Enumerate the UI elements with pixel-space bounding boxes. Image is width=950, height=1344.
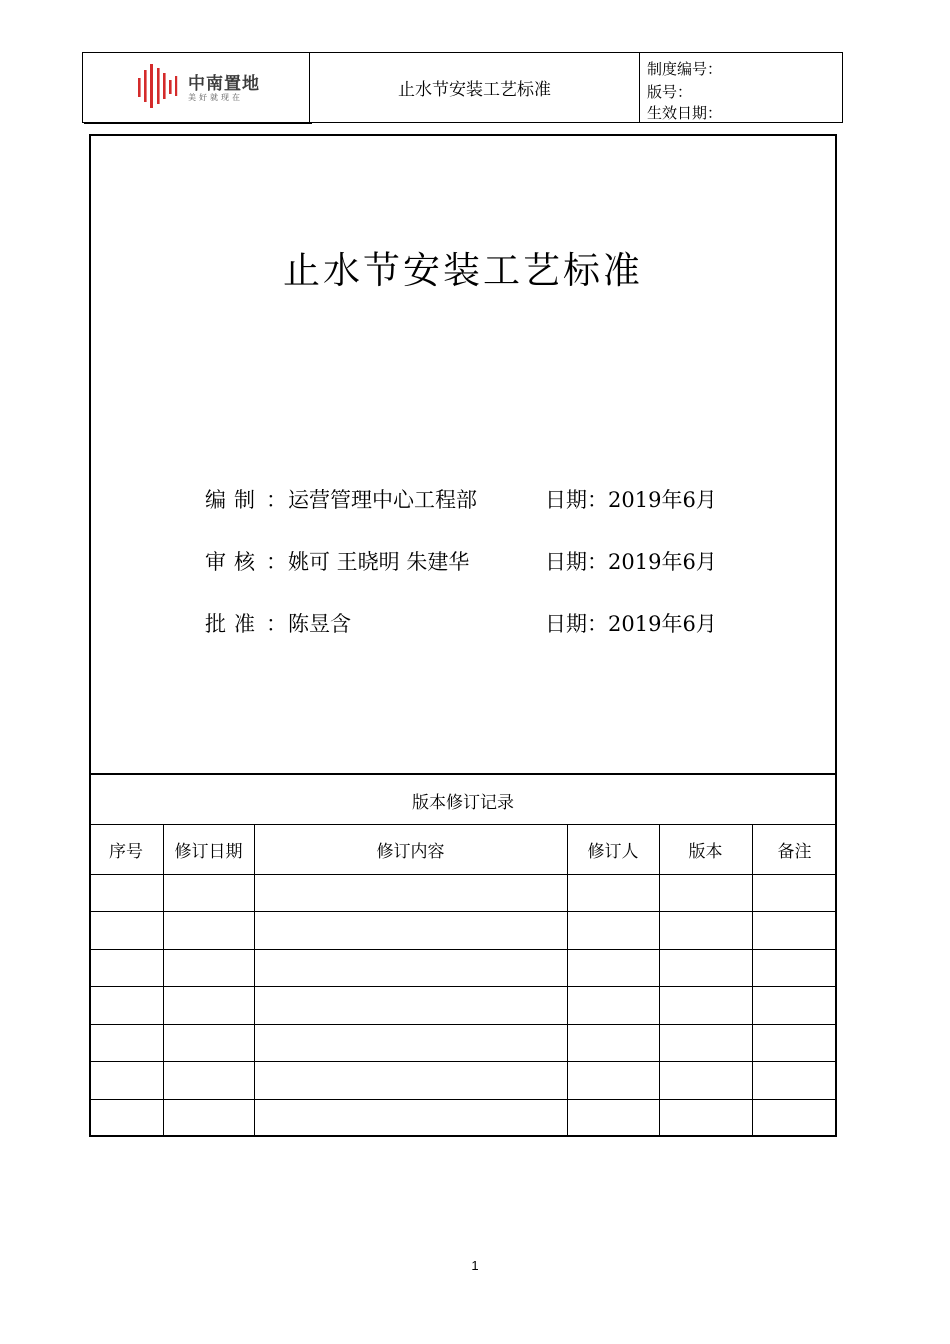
column-header-content: 修订内容 [376, 842, 445, 862]
page-number: 1 [471, 1258, 479, 1273]
table-column-divider [752, 824, 753, 1136]
signature-label-approved: 批准 [205, 612, 263, 636]
signature-date-approved: 日期：2019年6月 [545, 612, 717, 636]
header-divider [639, 52, 640, 123]
effective-date-label: 生效日期： [647, 104, 723, 122]
column-header-no: 序号 [109, 842, 143, 862]
signature-date-prepared: 日期：2019年6月 [545, 488, 717, 512]
signature-date-reviewed: 日期：2019年6月 [545, 550, 717, 574]
header-underline [84, 122, 312, 124]
logo-subtitle: 美好就现在 [188, 93, 243, 102]
table-row [89, 949, 837, 950]
signature-value-reviewed: 姚可 王晓明 朱建华 [288, 550, 470, 574]
signature-label-reviewed: 审核 [205, 550, 263, 574]
signature-label-prepared: 编制 [205, 488, 263, 512]
column-header-date: 修订日期 [174, 842, 243, 862]
column-header-reviser: 修订人 [587, 842, 639, 862]
table-row [89, 986, 837, 987]
revision-table-title: 版本修订记录 [412, 792, 514, 813]
table-row [89, 1024, 837, 1025]
table-row [89, 1061, 837, 1062]
logo-text: 中南置地 [188, 74, 260, 94]
signature-value-approved: 陈昱含 [288, 612, 351, 636]
table-row [89, 874, 837, 875]
signature-colon: ： [266, 612, 287, 636]
document-title: 止水节安装工艺标准 [283, 249, 643, 292]
table-row [89, 1099, 837, 1100]
table-row [89, 911, 837, 912]
table-column-divider [163, 824, 164, 1136]
signature-value-prepared: 运营管理中心工程部 [288, 488, 477, 512]
table-column-divider [659, 824, 660, 1136]
signature-colon: ： [266, 488, 287, 512]
table-column-divider [567, 824, 568, 1136]
table-column-divider [254, 824, 255, 1136]
column-header-version: 版本 [688, 842, 723, 862]
signature-colon: ： [266, 550, 287, 574]
table-top-border [89, 773, 837, 775]
system-number-label: 制度编号： [647, 60, 723, 78]
column-header-remarks: 备注 [777, 842, 812, 862]
header-title: 止水节安装工艺标准 [398, 80, 551, 100]
version-label: 版号： [647, 83, 693, 101]
